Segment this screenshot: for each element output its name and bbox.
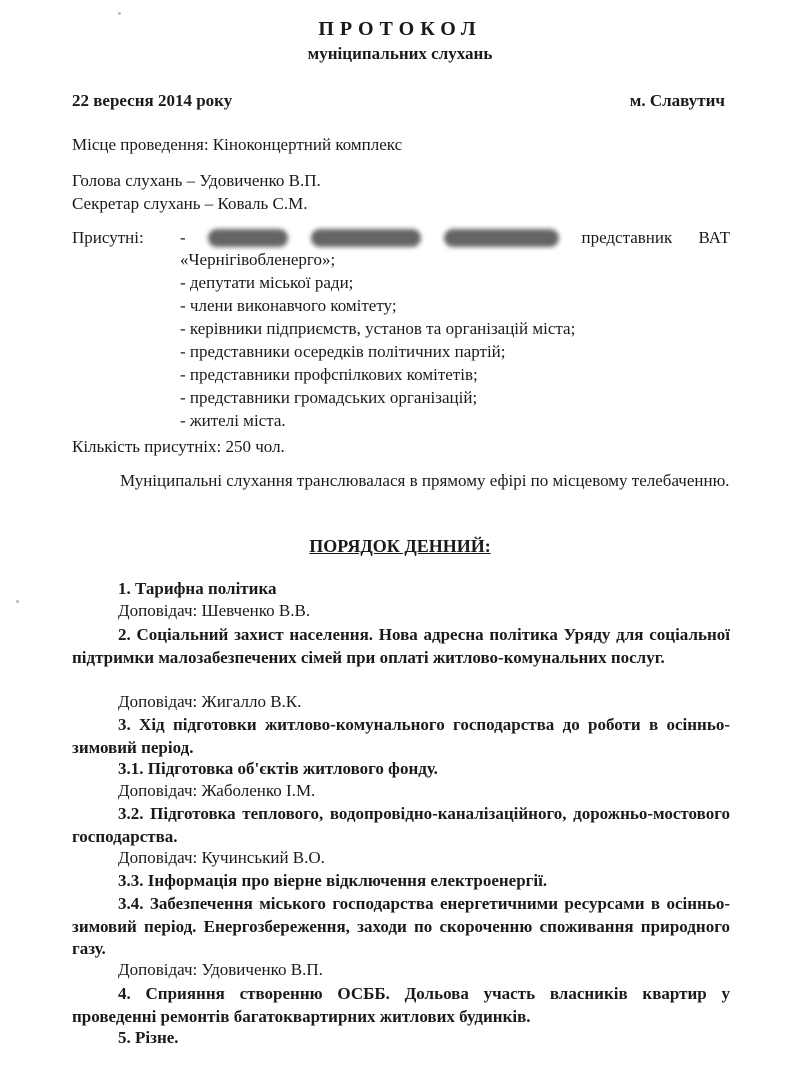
agenda-item-3-4: 3.4. Забезпечення міського господарства енергетичними ресурсами в осінньо-зимовий період. Енергозбереження, заходи по скороченню споживання природного газу.: [72, 894, 730, 958]
agenda-item-5: 5. Різне.: [118, 1028, 179, 1047]
chair-line: Голова слухань – Удовиченко В.П.: [72, 171, 321, 190]
present-list-item: - представники громадських організацій;: [180, 388, 478, 407]
agenda-item-1: 1. Тарифна політика: [118, 579, 277, 598]
present-first-role: представник ВАТ: [581, 228, 730, 247]
agenda-speaker: Доповідач: Кучинський В.О.: [118, 848, 325, 867]
scan-speck: [118, 12, 121, 15]
agenda-speaker: Доповідач: Шевченко В.В.: [118, 601, 311, 620]
meeting-city: м. Славутич: [629, 91, 725, 110]
agenda-item-3: 3. Хід підготовки житлово-комунального господарства до роботи в осінньо-зимовий період.: [72, 715, 730, 757]
redacted-name-block: [208, 229, 288, 247]
document-subtitle: муніципальних слухань: [307, 44, 493, 63]
agenda-item-3-2: 3.2. Підготовка теплового, водопровідно-каналізаційного, дорожньо-мостового господарства.: [72, 804, 730, 846]
venue-line: Місце проведення: Кіноконцертний комплекс: [72, 135, 403, 154]
present-first-dash: -: [180, 228, 186, 247]
agenda-speaker: Доповідач: Жаболенко І.М.: [118, 781, 316, 800]
agenda-speaker: Доповідач: Жигалло В.К.: [118, 692, 302, 711]
agenda-title: ПОРЯДОК ДЕННИЙ:: [309, 536, 491, 556]
secretary-line: Секретар слухань – Коваль С.М.: [72, 194, 308, 213]
present-list-item: - представники осередків політичних партій;: [180, 342, 506, 361]
present-first-item: [180, 228, 730, 248]
agenda-item-3-3: 3.3. Інформація про віерне відключення електроенергії.: [118, 871, 548, 890]
present-label: Присутні:: [72, 228, 144, 247]
agenda-item-4: 4. Сприяння створенню ОСББ. Дольова участь власників квартир у проведенні ремонтів багатоквартирних житлових будинків.: [72, 984, 730, 1026]
redacted-name-block: [444, 229, 559, 247]
broadcast-paragraph: Муніципальні слухання транслювалася в прямому ефірі по місцевому телебаченню.: [120, 471, 730, 490]
scan-speck: [16, 600, 19, 603]
present-list-item: - члени виконавчого комітету;: [180, 296, 397, 315]
present-list-item: - депутати міської ради;: [180, 273, 354, 292]
agenda-item-3-1: 3.1. Підготовка об'єктів житлового фонду.: [118, 759, 438, 778]
attendance-count: Кількість присутніх: 250 чол.: [72, 437, 285, 456]
present-first-org: «Чернігівобленерго»;: [180, 250, 336, 269]
redacted-name-block: [311, 229, 421, 247]
present-list-item: - представники профспілкових комітетів;: [180, 365, 478, 384]
meeting-date: 22 вересня 2014 року: [72, 91, 233, 110]
agenda-speaker: Доповідач: Удовиченко В.П.: [118, 960, 323, 979]
agenda-item-2: 2. Соціальний захист населення. Нова адресна політика Уряду для соціальної підтримки малозабезпечених сімей при оплаті житлово-комунальних послуг.: [72, 625, 730, 667]
present-list-item: - жителі міста.: [180, 411, 286, 430]
document-title: ПРОТОКОЛ: [318, 18, 482, 40]
present-list-item: - керівники підприємств, установ та організацій міста;: [180, 319, 576, 338]
